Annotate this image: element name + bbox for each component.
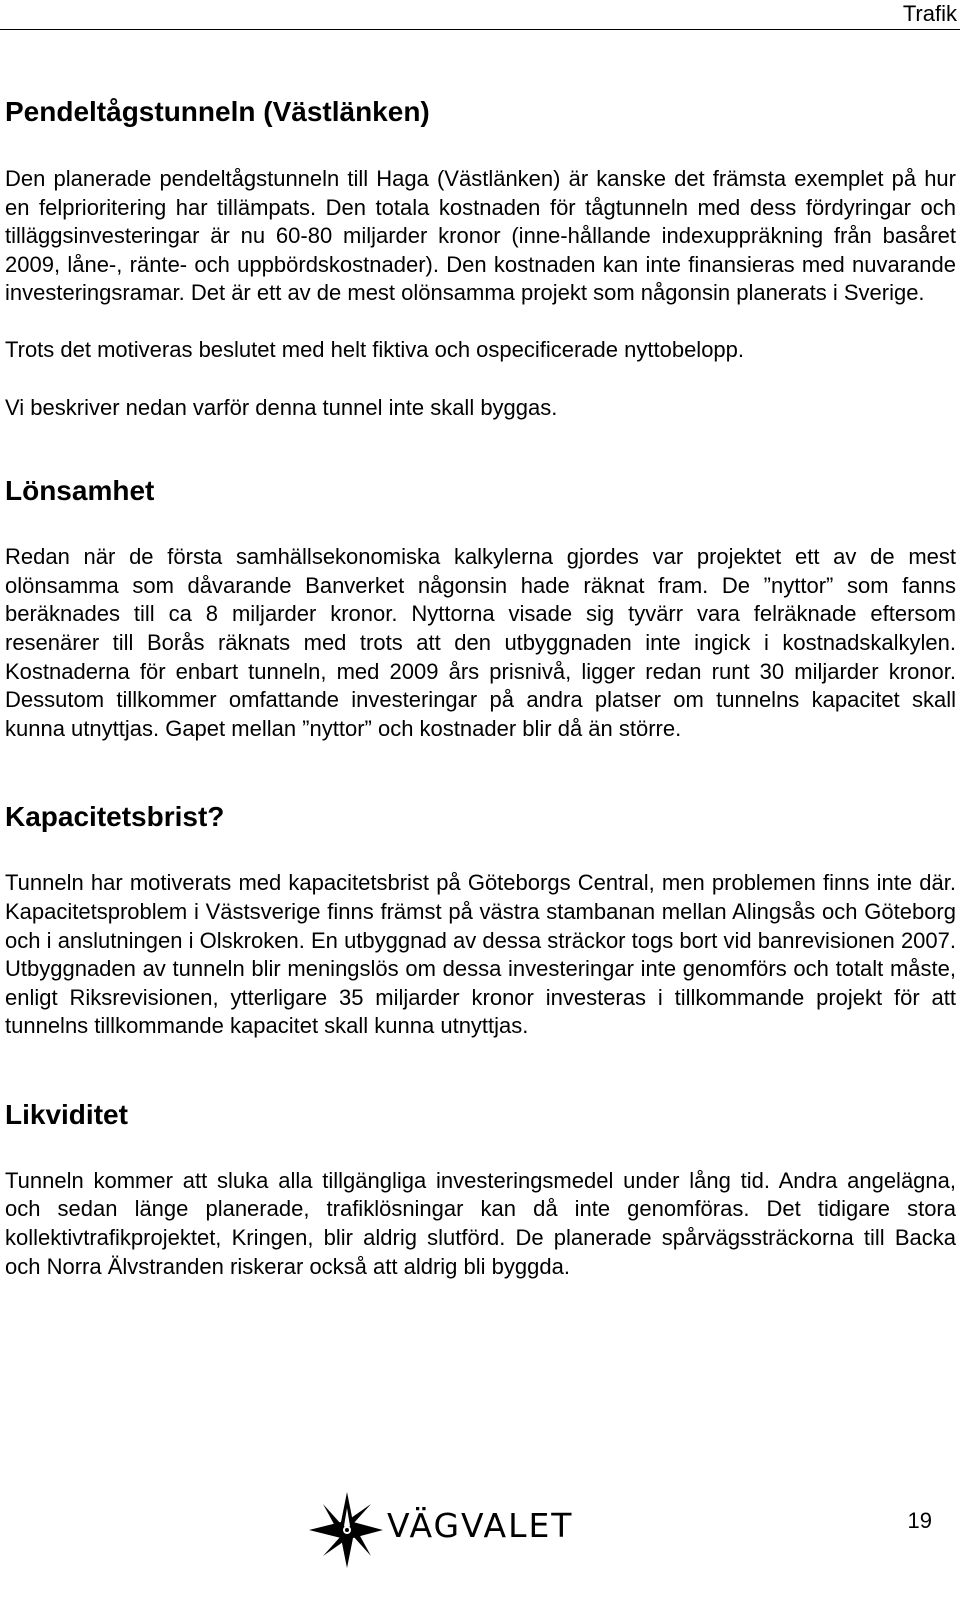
section-title-likviditet: Likviditet (5, 1098, 128, 1130)
paragraph-likviditet: Tunneln kommer att sluka alla tillgängliga investeringsmedel under lång tid. Andra angelägna, och sedan länge planerade, trafiklösningar kan då inte genomföras. Det tidigare stora kollektivtrafikprojektet, Kringen, blir aldrig slutförd. De planerade spårvägssträckorna till Backa och Norra Älvstranden riskerar också att aldrig bli byggda. (5, 1167, 956, 1279)
section-title-lonsamhet: Lönsamhet (5, 475, 155, 507)
page-number: 19 (907, 1508, 932, 1533)
paragraph-lonsamhet: Redan när de första samhällsekonomiska kalkylerna gjordes var projektet ett av de mest olönsamma som dåvarande Banverket någonsin hade räknat fram. De ”nyttor” som fanns beräknades till ca 8 miljarder kronor. Nyttorna visade sig tyvärr vara felräknade eftersom resenärer till Borås räknats med trots att den utbyggnaden inte ingick i kostnadskalkylen. Kostnaderna för enbart tunneln, med 2009 års prisnivå, ligger redan runt 30 miljarder kronor. Dessutom tillkommer omfattande investeringar på andra platser om tunnelns kapacitet skall kunna utnyttjas. Gapet mellan ”nyttor” och kostnader blir då än större. (5, 544, 956, 741)
paragraph-intro: Den planerade pendeltågstunneln till Haga (Västlänken) är kanske det främsta exemplet på hur en felprioritering har tillämpats. Den totala kostnaden för tågtunneln med dess fördyringar och tilläggsinvesteringar är nu 60-80 miljarder kronor (inne-hållande indexuppräkning från basåret 2009, låne-, ränte- och uppbördskostnader). Den kostnaden kan inte finansieras med nuvarande investeringsramar. Det är ett av de mest olönsamma projekt som någonsin planerats i Sverige. (5, 166, 956, 306)
running-header: Trafik (902, 1, 957, 26)
compass-star-icon (305, 1490, 385, 1570)
paragraph-reason: Vi beskriver nedan varför denna tunnel inte skall byggas. (5, 394, 558, 420)
vagvalet-logo (305, 1490, 605, 1570)
section-title-pendeltagstunneln: Pendeltågstunneln (Västlänken) (5, 96, 430, 127)
section-title-kapacitetsbrist: Kapacitetsbrist? (5, 801, 225, 833)
document-body (5, 95, 956, 1281)
paragraph-kapacitetsbrist: Tunneln har motiverats med kapacitetsbrist på Göteborgs Central, men problemen finns inte där. Kapacitetsproblem i Västsverige finns främst på västra stambanan mellan Alingsås och Göteborg och i anslutningen i Olskroken. En utbyggnad av dessa sträckor togs bort vid banrevisionen 2007. Utbyggnaden av tunneln blir meningslös om dessa investeringar inte genomförs och totalt måste, enligt Riksrevisionen, ytterligare 35 miljarder kronor investeras i tillkommande projekt för att tunnelns tillkommande kapacitet skall kunna utnyttjas. (5, 870, 956, 1039)
header-rule (0, 29, 960, 30)
paragraph-motivation: Trots det motiveras beslutet med helt fiktiva och ospecificerade nyttobelopp. (5, 336, 745, 362)
logo-wordmark: VÄGVALET (387, 1506, 574, 1545)
